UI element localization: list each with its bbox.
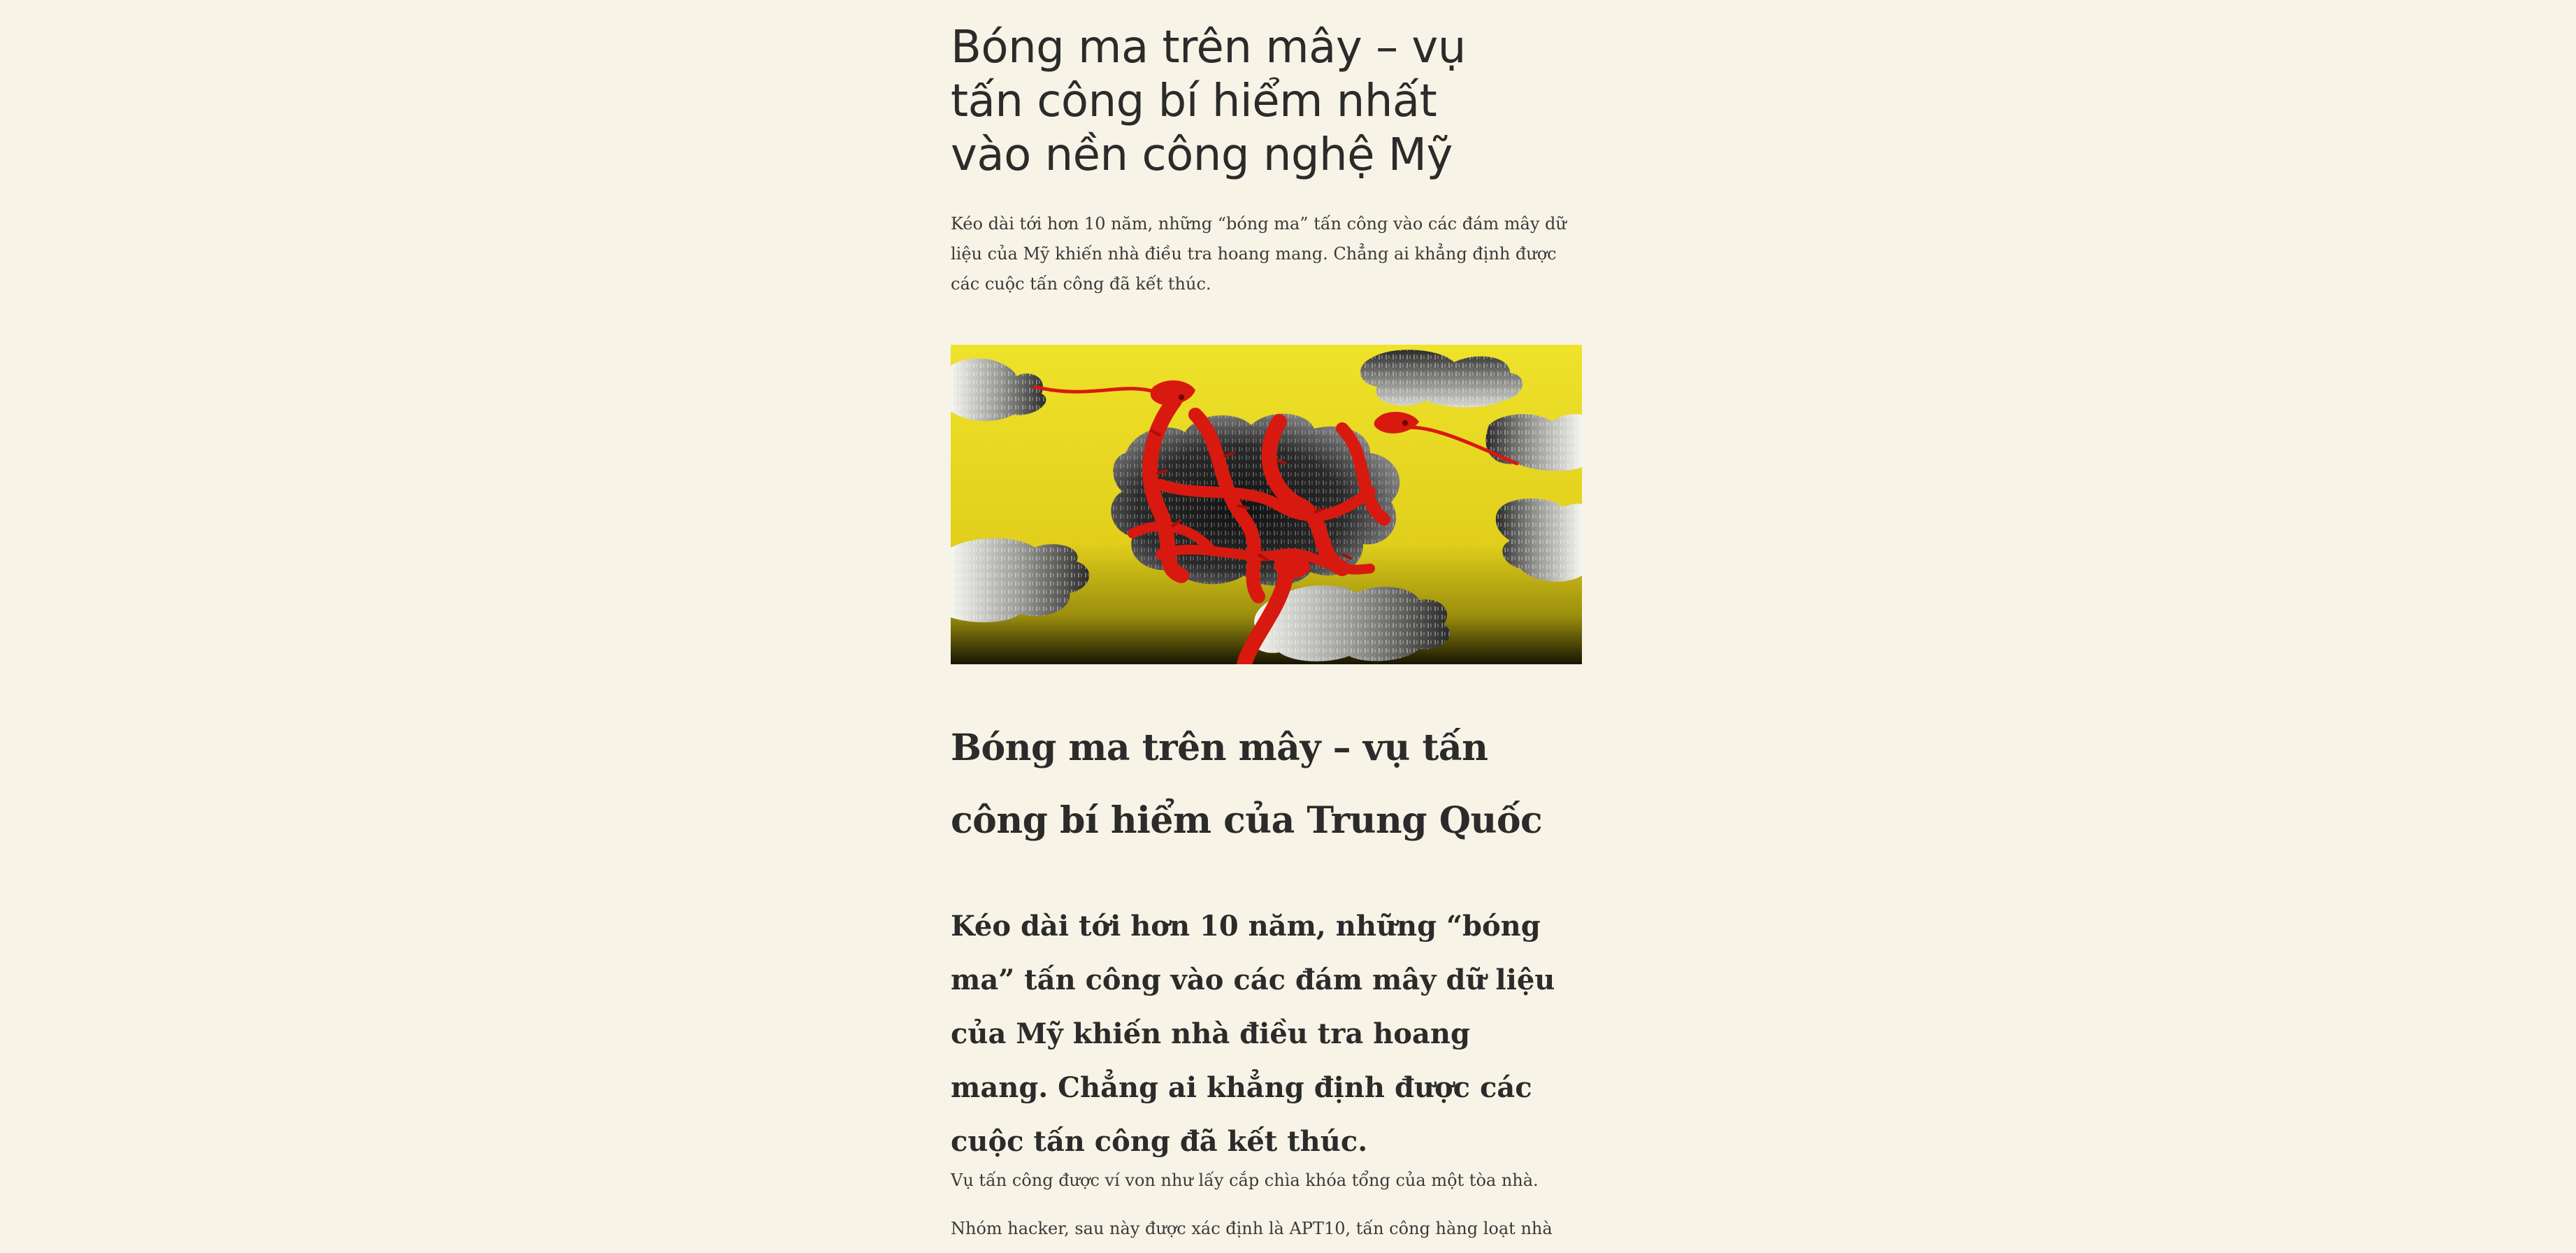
- article-paragraph: Nhóm hacker, sau này được xác định là APT10, tấn công hàng loạt nhà: [951, 1219, 1553, 1238]
- hero-image: [951, 345, 1582, 664]
- article-lead: Kéo dài tới hơn 10 năm, những “bóng ma” tấn công vào các đám mây dữ liệu của Mỹ khiến nhà điều tra hoang mang. Chẳng ai khẳng định được các cuộc tấn công đã kết thúc.: [951, 910, 1555, 1158]
- article: [951, 21, 1582, 1241]
- article-paragraph: Vụ tấn công được ví von như lấy cắp chìa khóa tổng của một tòa nhà.: [951, 1170, 1539, 1190]
- article-summary: Kéo dài tới hơn 10 năm, những “bóng ma” tấn công vào các đám mây dữ liệu của Mỹ khiến nhà điều tra hoang mang. Chẳng ai khẳng định được các cuộc tấn công đã kết thúc.: [951, 214, 1567, 294]
- article-title: Bóng ma trên mây – vụ tấn công bí hiểm nhất vào nền công nghệ Mỹ: [951, 22, 1466, 181]
- article-heading: Bóng ma trên mây – vụ tấn công bí hiểm của Trung Quốc: [951, 726, 1543, 842]
